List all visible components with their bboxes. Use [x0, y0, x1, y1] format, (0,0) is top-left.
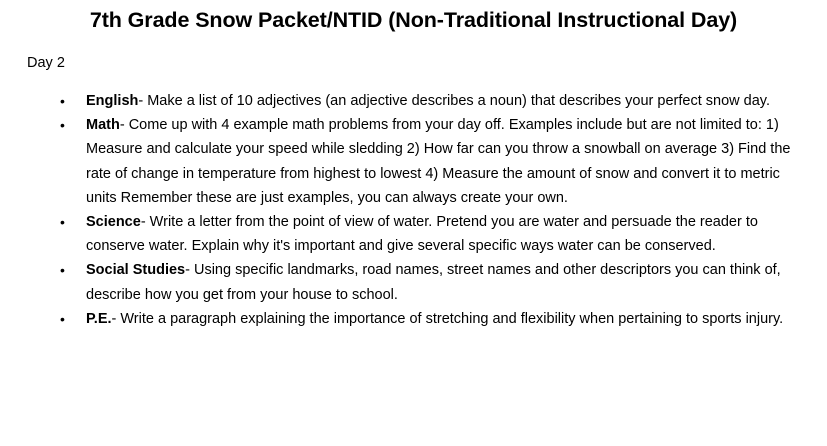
- subject-name: Science: [86, 214, 141, 231]
- subject-text: - Write a paragraph explaining the importance of stretching and flexibility when pertaining to sports injury.: [111, 310, 784, 327]
- bullet-icon: •: [60, 93, 65, 109]
- day-label: Day 2: [27, 55, 65, 71]
- page-title: 7th Grade Snow Packet/NTID (Non-Traditional Instructional Day): [89, 8, 738, 32]
- subject-name: P.E.: [86, 310, 112, 327]
- bullet-icon: •: [60, 310, 65, 327]
- subject-name: Social Studies: [86, 262, 186, 279]
- subject-text: - Write a letter from the point of view of water. Pretend you are water and persuade the reader to conserve water. Explain why it's important and give several specific ways water can be conserved.: [86, 214, 758, 255]
- subject-list: [0, 89, 827, 331]
- list-item-social-studies: [0, 258, 827, 306]
- list-item-science: [0, 210, 827, 258]
- list-item-math: [0, 113, 827, 210]
- subject-name: Math: [86, 117, 120, 134]
- bullet-icon: •: [60, 117, 65, 134]
- subject-text: - Using specific landmarks, road names, street names and other descriptors you can think of, describe how you get from your house to school.: [86, 262, 781, 303]
- subject-text: - Make a list of 10 adjectives (an adjective describes a noun) that describes your perfect snow day.: [138, 93, 770, 109]
- list-item-english: [0, 89, 827, 113]
- bullet-icon: •: [60, 262, 65, 279]
- subject-text: - Come up with 4 example math problems from your day off. Examples include but are not limited to: 1) Measure and calculate your speed while sledding 2) How far can you throw a snowball on average 3) Find the rate of change in temperature from highest to lowest 4) Measure the amount of snow and convert it to metric units Remember these are just examples, you can always create your own.: [86, 117, 791, 206]
- subject-name: English: [86, 93, 139, 109]
- list-item-pe: [0, 307, 827, 331]
- bullet-icon: •: [60, 214, 65, 231]
